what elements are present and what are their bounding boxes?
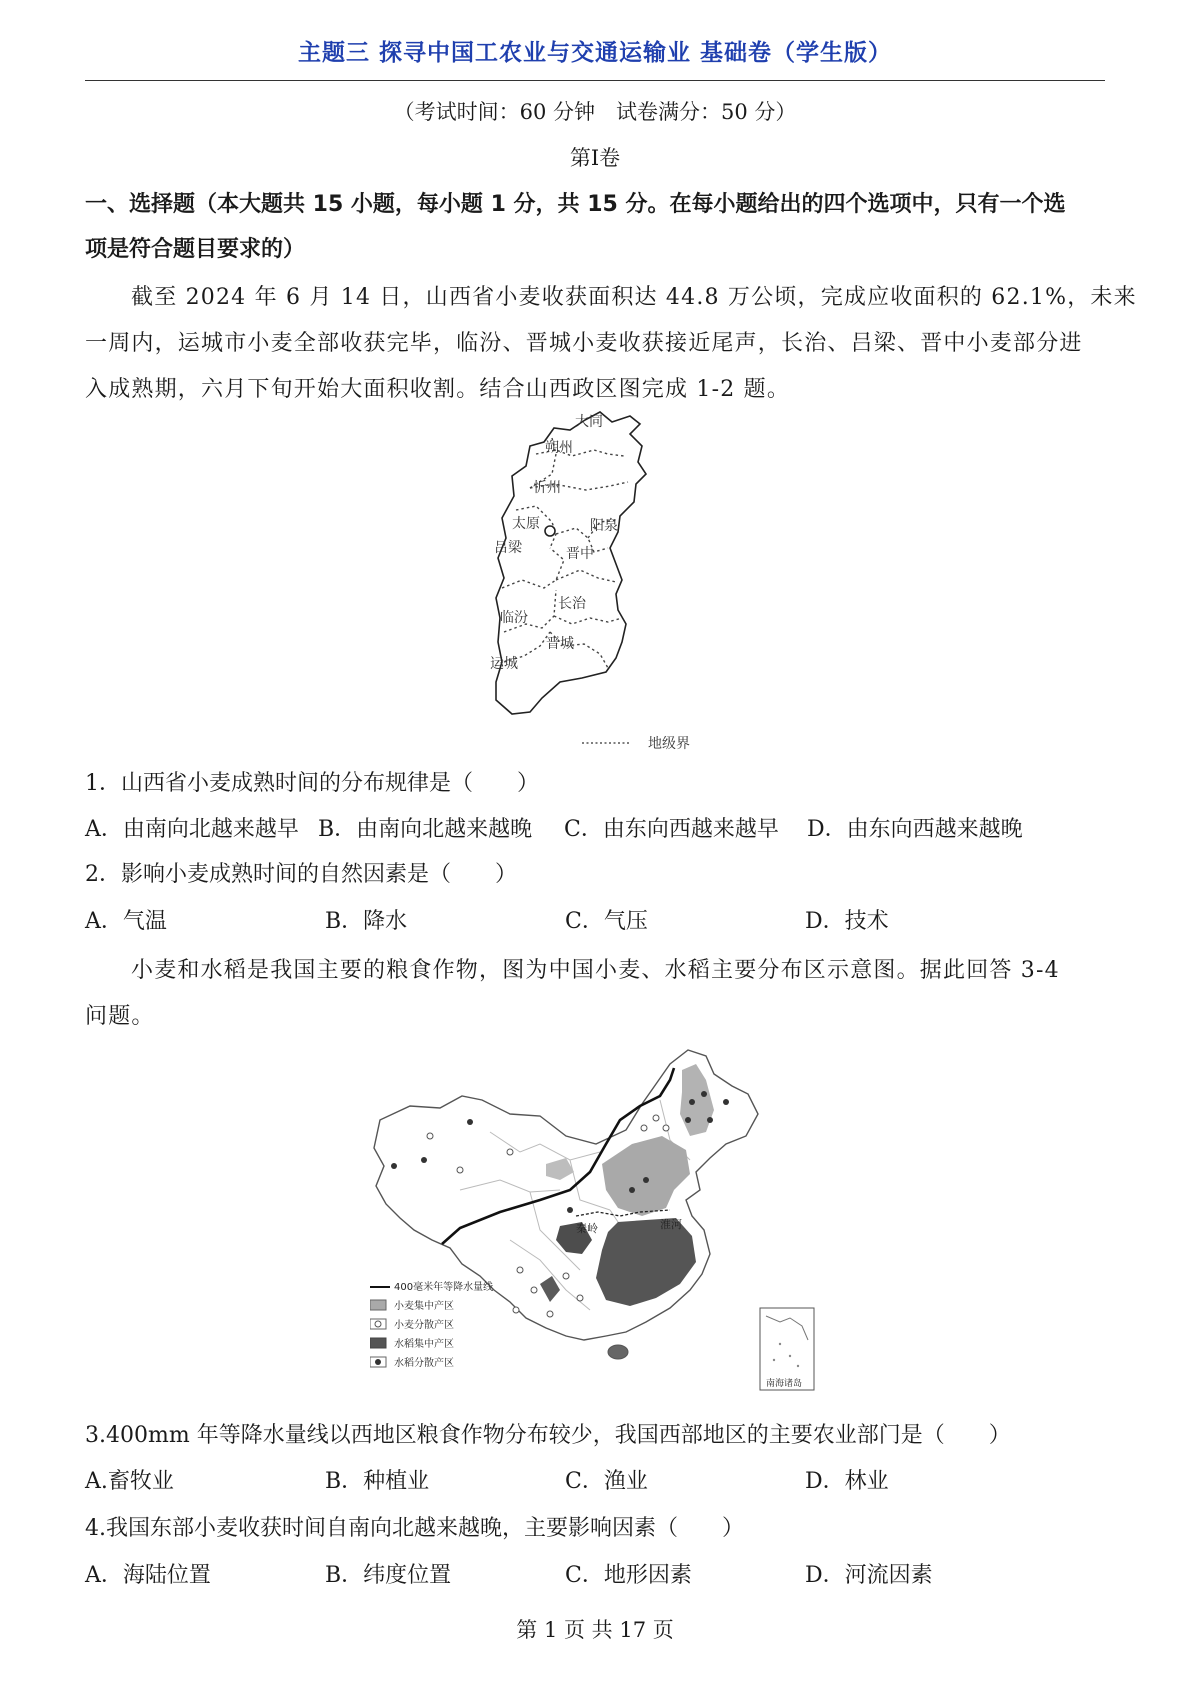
section-title-line-2: 项是符合题目要求的） (85, 237, 306, 262)
passage-2-line-2: 问题。 (85, 1004, 155, 1029)
page-footer: 第 1 页 共 17 页 (516, 1618, 674, 1642)
section-title-line-1: 一、选择题（本大题共 15 小题，每小题 1 分，共 15 分。在每小题给出的四个选项中，只有一个选 (85, 192, 1066, 217)
exam-info: （考试时间：60 分钟 试卷满分：50 分） (393, 100, 797, 124)
question-1-option-c[interactable]: C．由东向西越来越早 (564, 817, 779, 842)
shanxi-map-legend-text: 地级界 (648, 736, 690, 752)
header-divider (85, 80, 1105, 81)
legend-rice-dispersed-dot (375, 1359, 381, 1365)
city-label-jincheng: 晋城 (546, 636, 574, 652)
question-4-option-c[interactable]: C．地形因素 (565, 1563, 692, 1588)
question-1-option-d[interactable]: D．由东向西越来越晚 (807, 817, 1023, 842)
passage-2-line-1: 小麦和水稻是我国主要的粮食作物，图为中国小麦、水稻主要分布区示意图。据此回答 3-4 (131, 958, 1060, 983)
legend-wheat-dispersed-dot (375, 1321, 381, 1327)
volume-label: 第Ⅰ卷 (569, 146, 621, 170)
question-2-option-a[interactable]: A．气温 (85, 909, 167, 934)
question-4-option-b[interactable]: B．纬度位置 (325, 1563, 452, 1588)
city-label-linfen: 临汾 (500, 610, 528, 626)
question-2-stem: 2．影响小麦成熟时间的自然因素是（ ） (85, 862, 517, 887)
legend-wheat-dispersed-label: 小麦分散产区 (394, 1320, 454, 1331)
legend-isohyet-label: 400毫米年等降水量线 (394, 1282, 494, 1293)
question-1-option-b[interactable]: B．由南向北越来越晚 (318, 817, 533, 842)
question-2-option-c[interactable]: C．气压 (565, 909, 648, 934)
inset-label: 南海诸岛 (766, 1379, 803, 1389)
question-4-option-d[interactable]: D．河流因素 (805, 1563, 933, 1588)
legend-rice-concentrated-label: 水稻集中产区 (394, 1339, 454, 1350)
passage-1-line-3: 入成熟期，六月下旬开始大面积收割。结合山西政区图完成 1-2 题。 (85, 377, 791, 402)
legend-rice-dispersed-label: 水稻分散产区 (394, 1358, 454, 1369)
city-label-taiyuan: 太原 (512, 516, 540, 532)
passage-1-line-1: 截至 2024 年 6 月 14 日，山西省小麦收获面积达 44.8 万公顷，完成应收面积的 62.1%，未来 (131, 285, 1137, 310)
qinling-label: 秦岭 (576, 1222, 598, 1235)
china-crop-map (370, 1040, 820, 1395)
city-label-yuncheng: 运城 (490, 656, 518, 672)
question-3-option-b[interactable]: B．种植业 (325, 1469, 430, 1494)
question-1-option-a[interactable]: A．由南向北越来越早 (85, 817, 299, 842)
taiyuan-marker (545, 526, 555, 536)
question-3-option-a[interactable]: A.畜牧业 (85, 1469, 174, 1494)
question-4-option-a[interactable]: A．海陆位置 (85, 1563, 211, 1588)
hainan-island (608, 1345, 628, 1359)
city-label-jinzhong: 晋中 (566, 546, 594, 562)
china-map-legend (370, 1280, 493, 1369)
question-4-stem: 4.我国东部小麦收获时间自南向北越来越晚，主要影响因素（ ） (85, 1516, 744, 1541)
south-china-sea-inset (760, 1308, 814, 1390)
question-3-option-c[interactable]: C．渔业 (565, 1469, 648, 1494)
city-label-lvliang: 吕梁 (494, 540, 522, 556)
legend-rice-concentrated-swatch (370, 1338, 386, 1348)
passage-1-line-2: 一周内，运城市小麦全部收获完毕，临汾、晋城小麦收获接近尾声，长治、吕梁、晋中小麦部分进 (85, 331, 1083, 356)
huaihe-label: 淮河 (660, 1218, 682, 1231)
city-label-shuozhou: 朔州 (545, 440, 573, 456)
shanxi-outline (496, 412, 646, 714)
question-2-option-d[interactable]: D．技术 (805, 909, 889, 934)
shanxi-map (490, 410, 720, 750)
question-3-option-d[interactable]: D．林业 (805, 1469, 889, 1494)
city-label-datong: 大同 (575, 414, 603, 430)
page-title: 主题三 探寻中国工农业与交通运输业 基础卷（学生版） (297, 39, 892, 66)
city-label-yangquan: 阳泉 (590, 518, 618, 534)
question-2-option-b[interactable]: B．降水 (325, 909, 408, 934)
city-label-xinzhou: 忻州 (533, 480, 561, 496)
legend-wheat-concentrated-label: 小麦集中产区 (394, 1301, 454, 1312)
legend-wheat-concentrated-swatch (370, 1300, 386, 1310)
question-1-stem: 1．山西省小麦成熟时间的分布规律是（ ） (85, 771, 539, 796)
city-label-changzhi: 长治 (558, 596, 586, 612)
question-3-stem: 3.400mm 年等降水量线以西地区粮食作物分布较少，我国西部地区的主要农业部门是（ ） (85, 1423, 1011, 1448)
